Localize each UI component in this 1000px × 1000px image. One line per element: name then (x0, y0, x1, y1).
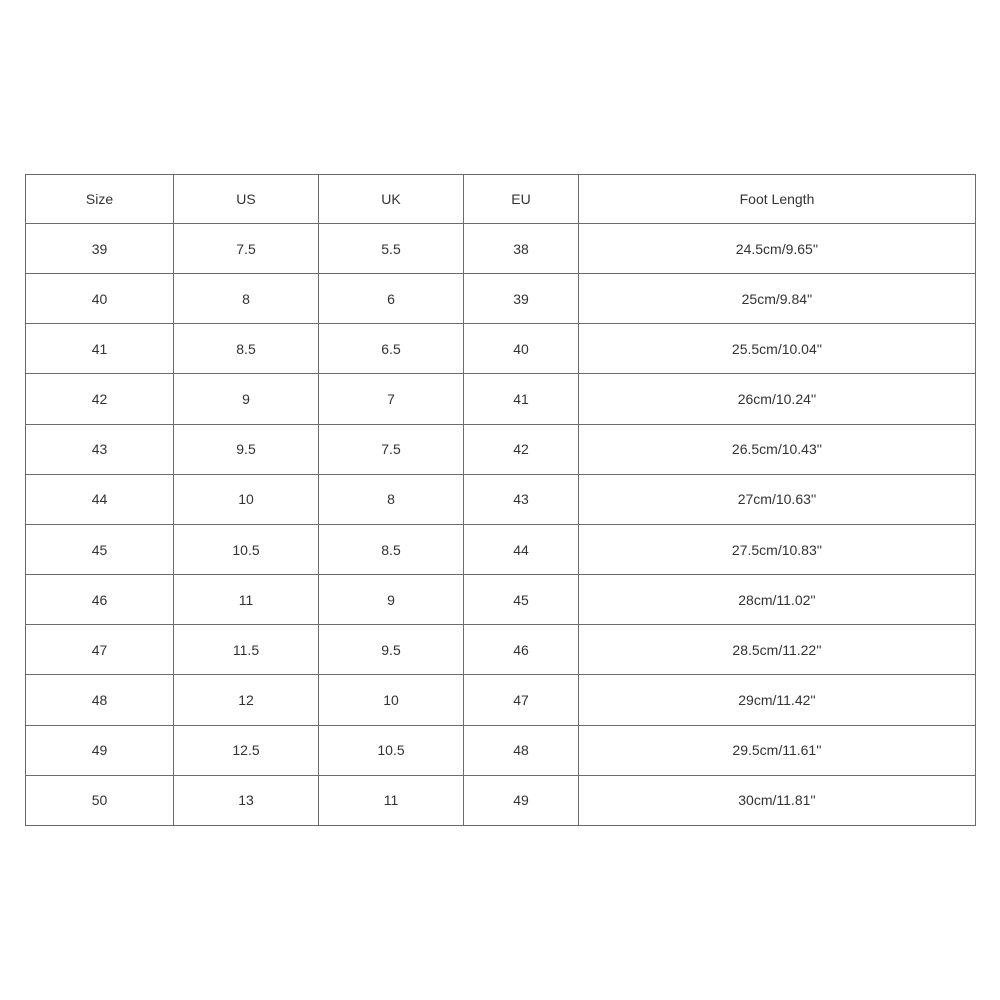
uk-cell: 10 (319, 675, 464, 725)
size-cell: 47 (26, 625, 174, 675)
eu-cell: 45 (464, 575, 579, 625)
table-body (26, 224, 976, 826)
foot-length-cell: 26.5cm/10.43'' (579, 424, 976, 474)
us-cell: 12.5 (174, 725, 319, 775)
us-cell: 8.5 (174, 324, 319, 374)
size-cell: 45 (26, 524, 174, 574)
size-cell: 48 (26, 675, 174, 725)
foot-length-cell: 30cm/11.81'' (579, 775, 976, 825)
eu-cell: 49 (464, 775, 579, 825)
size-cell: 43 (26, 424, 174, 474)
eu-cell: 38 (464, 224, 579, 274)
foot-length-cell: 27cm/10.63'' (579, 474, 976, 524)
foot-length-cell: 27.5cm/10.83'' (579, 524, 976, 574)
table-row (26, 575, 976, 625)
table-row (26, 725, 976, 775)
us-cell: 12 (174, 675, 319, 725)
header-uk: UK (319, 175, 464, 224)
table-row (26, 675, 976, 725)
uk-cell: 6.5 (319, 324, 464, 374)
header-row (26, 175, 976, 224)
foot-length-cell: 28.5cm/11.22'' (579, 625, 976, 675)
us-cell: 13 (174, 775, 319, 825)
uk-cell: 10.5 (319, 725, 464, 775)
eu-cell: 40 (464, 324, 579, 374)
uk-cell: 8.5 (319, 524, 464, 574)
foot-length-cell: 25cm/9.84'' (579, 274, 976, 324)
eu-cell: 39 (464, 274, 579, 324)
header-size: Size (26, 175, 174, 224)
table-row (26, 524, 976, 574)
size-cell: 46 (26, 575, 174, 625)
us-cell: 9.5 (174, 424, 319, 474)
foot-length-cell: 24.5cm/9.65'' (579, 224, 976, 274)
uk-cell: 11 (319, 775, 464, 825)
uk-cell: 7.5 (319, 424, 464, 474)
us-cell: 9 (174, 374, 319, 424)
size-cell: 40 (26, 274, 174, 324)
size-cell: 44 (26, 474, 174, 524)
header-us: US (174, 175, 319, 224)
table-row (26, 374, 976, 424)
size-cell: 50 (26, 775, 174, 825)
header-eu: EU (464, 175, 579, 224)
table-row (26, 474, 976, 524)
table-row (26, 324, 976, 374)
uk-cell: 9.5 (319, 625, 464, 675)
eu-cell: 47 (464, 675, 579, 725)
us-cell: 10.5 (174, 524, 319, 574)
table-row (26, 274, 976, 324)
size-cell: 39 (26, 224, 174, 274)
foot-length-cell: 26cm/10.24'' (579, 374, 976, 424)
eu-cell: 43 (464, 474, 579, 524)
uk-cell: 5.5 (319, 224, 464, 274)
uk-cell: 9 (319, 575, 464, 625)
table-row (26, 424, 976, 474)
size-chart-table (25, 174, 976, 826)
us-cell: 11 (174, 575, 319, 625)
header-foot-length: Foot Length (579, 175, 976, 224)
foot-length-cell: 29cm/11.42'' (579, 675, 976, 725)
us-cell: 7.5 (174, 224, 319, 274)
us-cell: 8 (174, 274, 319, 324)
eu-cell: 41 (464, 374, 579, 424)
eu-cell: 48 (464, 725, 579, 775)
foot-length-cell: 28cm/11.02'' (579, 575, 976, 625)
foot-length-cell: 25.5cm/10.04'' (579, 324, 976, 374)
size-cell: 41 (26, 324, 174, 374)
us-cell: 11.5 (174, 625, 319, 675)
eu-cell: 42 (464, 424, 579, 474)
uk-cell: 7 (319, 374, 464, 424)
table-header (26, 175, 976, 224)
table-row (26, 625, 976, 675)
foot-length-cell: 29.5cm/11.61'' (579, 725, 976, 775)
uk-cell: 8 (319, 474, 464, 524)
uk-cell: 6 (319, 274, 464, 324)
size-cell: 42 (26, 374, 174, 424)
table-row (26, 224, 976, 274)
eu-cell: 46 (464, 625, 579, 675)
us-cell: 10 (174, 474, 319, 524)
size-cell: 49 (26, 725, 174, 775)
table-row (26, 775, 976, 825)
eu-cell: 44 (464, 524, 579, 574)
